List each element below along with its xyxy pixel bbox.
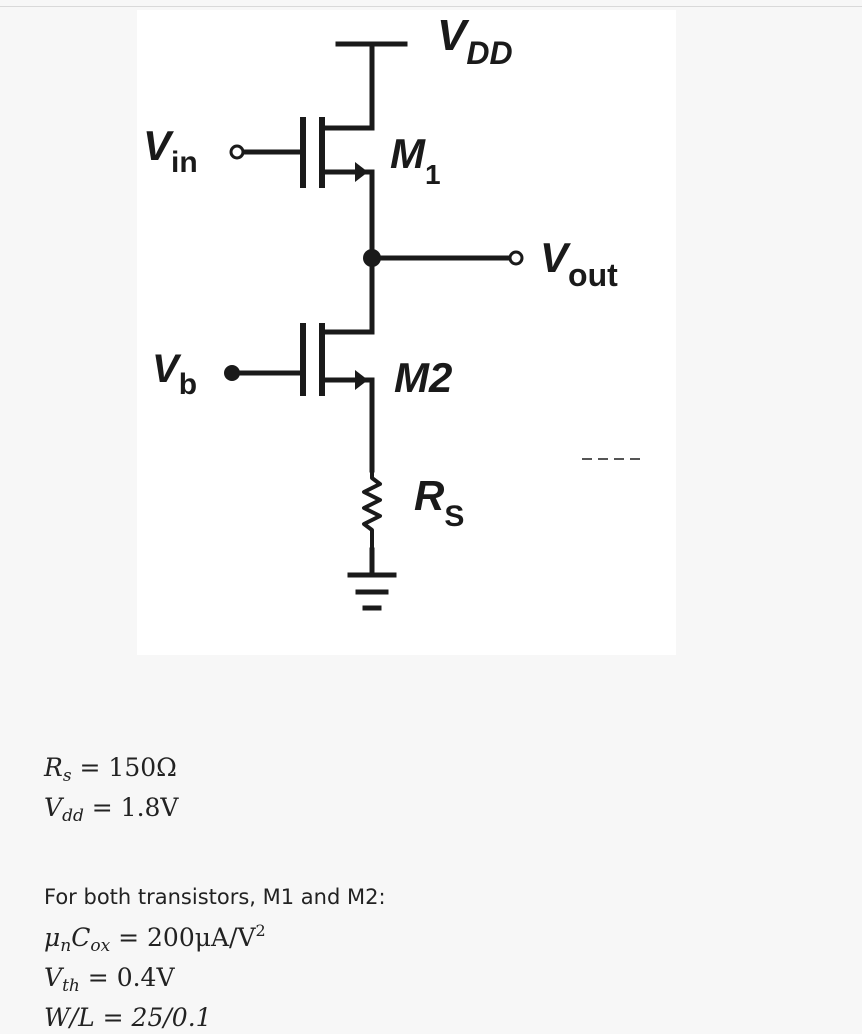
vin-terminal — [231, 146, 243, 158]
vb-terminal — [224, 365, 240, 381]
vdd-label: $V_{DD}$ — [437, 11, 513, 71]
m2-source-arrow — [355, 370, 368, 390]
ground-symbol — [350, 550, 394, 608]
output-node — [363, 249, 381, 267]
resistor-rs — [364, 470, 380, 550]
m1-source-arrow — [355, 162, 368, 182]
mobility-capacitance-value: $\mu_nC_{ox} = 200\mu A/V^2$ — [44, 921, 266, 956]
w-over-l-value: W/L = 25/0.1 — [44, 1003, 212, 1032]
m2-label: M2 — [394, 354, 453, 401]
vdd-value: $V_{dd} = 1.8V$ — [44, 793, 179, 826]
transistor-m1 — [303, 120, 372, 258]
m1-label: $M_1$ — [390, 130, 441, 190]
rs-value: $R_s = 150\Omega$ — [44, 753, 177, 786]
vth-value: $V_{th} = 0.4V$ — [44, 963, 175, 996]
vout-label: $V_{out}$ — [540, 234, 618, 293]
parameters-section — [44, 752, 386, 1034]
vin-label: $V_{in}$ — [143, 122, 198, 179]
vb-label: $V_b$ — [152, 347, 198, 401]
rs-label: $R_S$ — [414, 472, 465, 533]
vout-terminal — [510, 252, 522, 264]
transistor-params-intro: For both transistors, M1 and M2: — [44, 885, 386, 909]
transistor-m2 — [303, 326, 372, 470]
